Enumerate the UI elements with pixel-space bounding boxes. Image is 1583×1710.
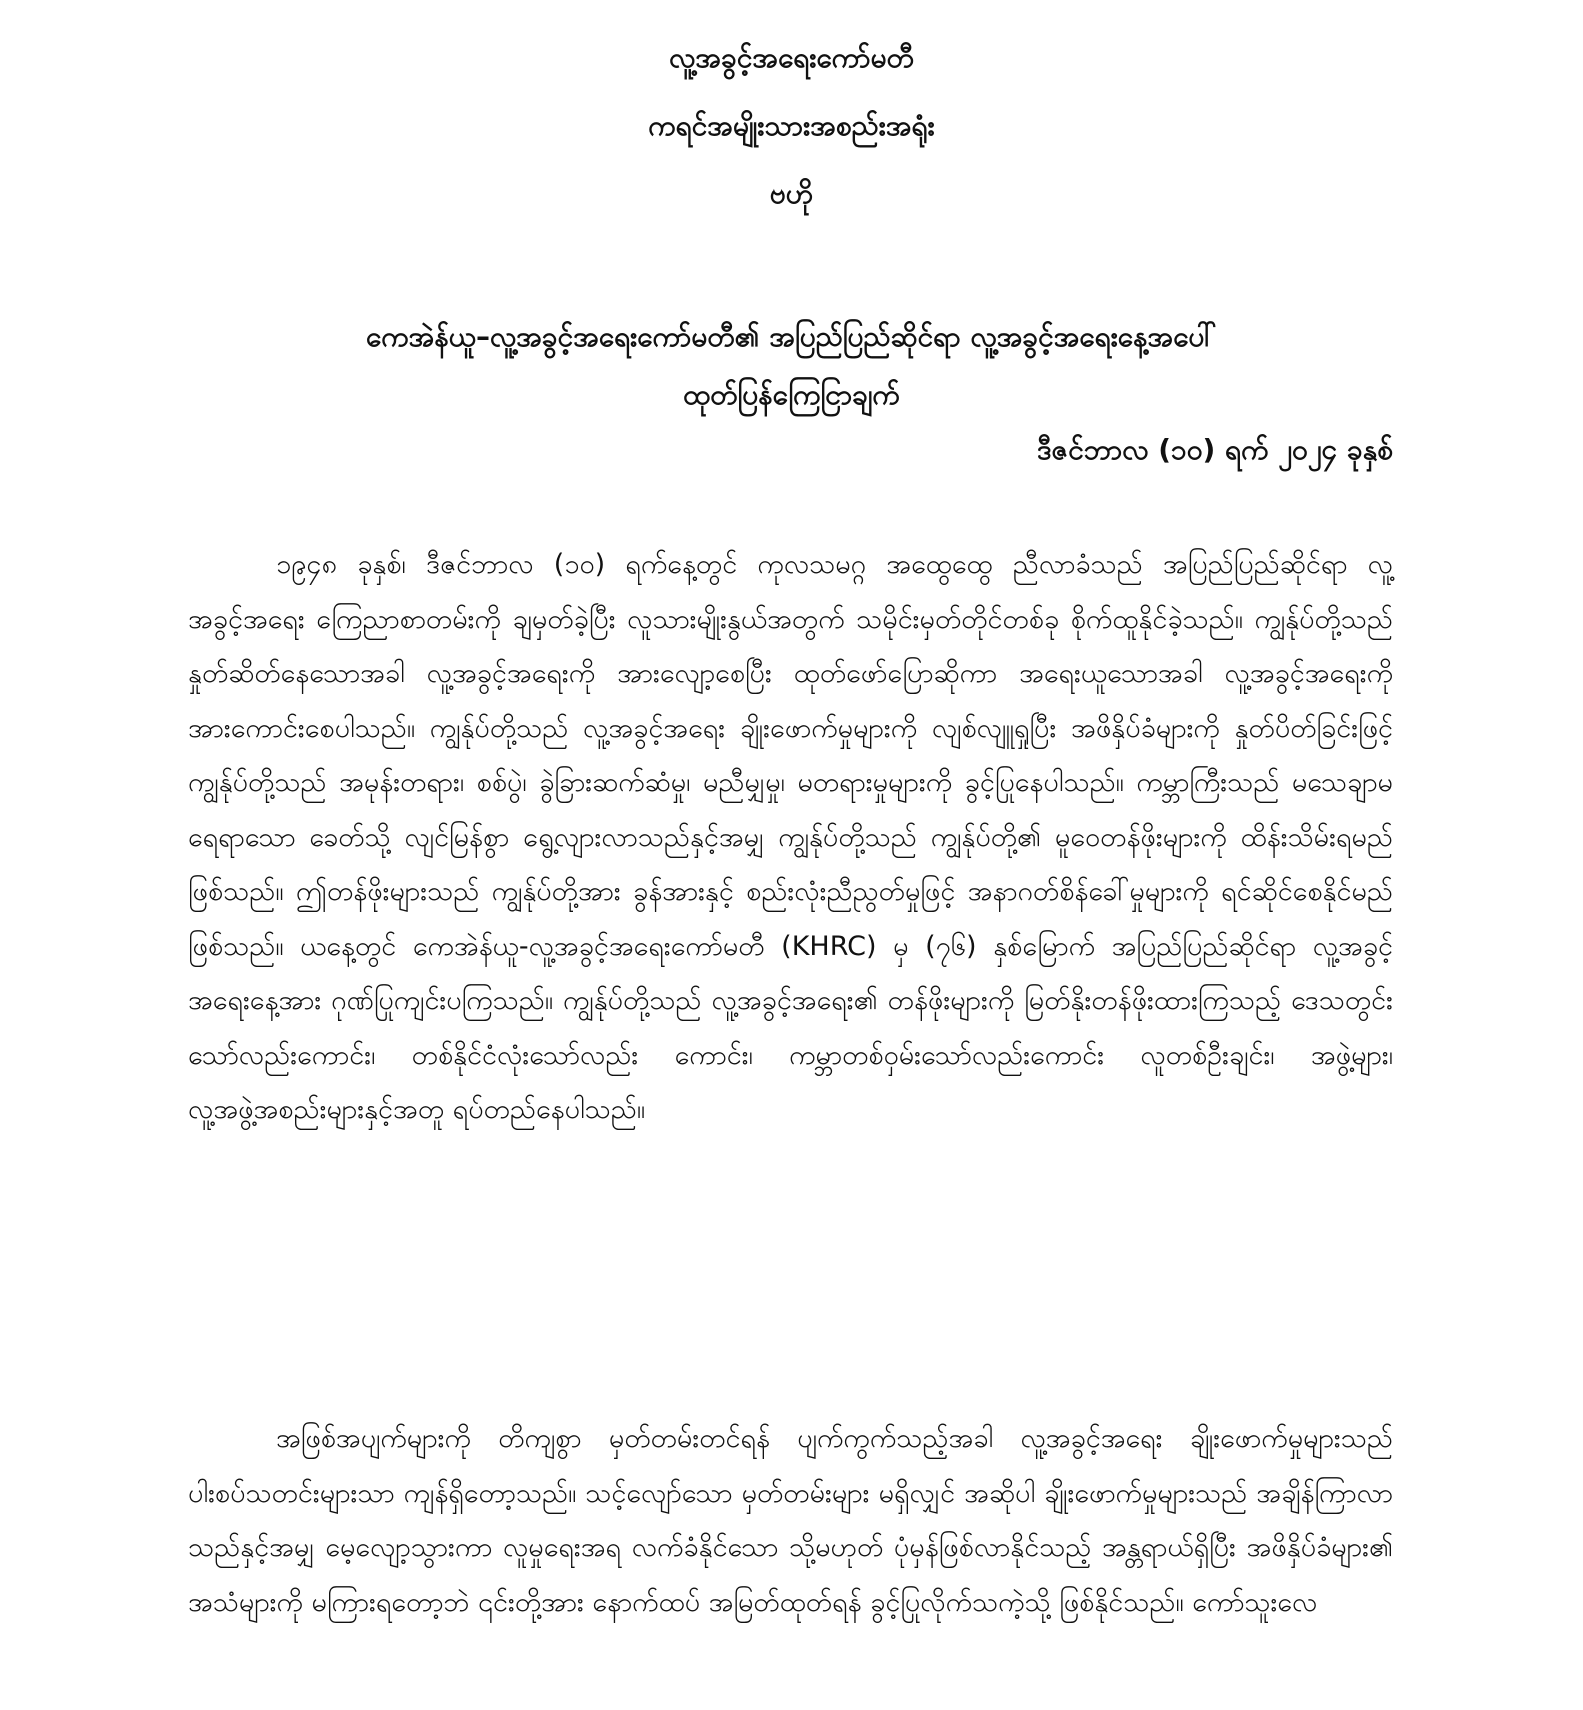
- organization-unit: ကရင်အမျိုးသားအစည်းအရုံး: [648, 109, 935, 142]
- body-paragraph-2: အဖြစ်အပျက်များကို တိကျစွာ မှတ်တမ်းတင်ရန် ပျက်ကွက်သည့်အခါ လူ့အခွင့်အရေး ချိုးဖောက်မှုများသည် ပါးစပ်သတင်းများသာ ကျန်ရှိတော့သည်။ သင့်လျော်သော မှတ်တမ်းများ မရှိလျှင် အဆိုပါ ချိုးဖောက်မှုများသည် အချိန်ကြာလာသည်နှင့်အမျှ မေ့လျော့သွားကာ လူမှုရေးအရ လက်ခံနိုင်သော သို့မဟုတ် ပုံမှန်ဖြစ်လာနိုင်သည့် အန္တရာယ်ရှိပြီး အဖိနှိပ်ခံများ၏ အသံများကို မကြားရတော့ဘဲ ၎င်းတို့အား နောက်ထပ် အမြတ်ထုတ်ရန် ခွင့်ပြုလိုက်သကဲ့သို့ ဖြစ်နိုင်သည်။ ကော်သူးလေ: [188, 1423, 1393, 1618]
- body-paragraph-1: ၁၉၄၈ ခုနှစ်၊ ဒီဇင်ဘာလ (၁၀) ရက်နေ့တွင် ကုလသမဂ္ဂ အထွေထွေ ညီလာခံသည် အပြည်ပြည်ဆိုင်ရာ လူ့အခွင့်အရေး ကြေညာစာတမ်းကို ချမှတ်ခဲ့ပြီး လူသားမျိုးနွယ်အတွက် သမိုင်းမှတ်တိုင်တစ်ခု စိုက်ထူနိုင်ခဲ့သည်။ ကျွန်ုပ်တို့သည် နှုတ်ဆိတ်နေသောအခါ လူ့အခွင့်အရေးကို အားလျော့စေပြီး ထုတ်ဖော်ပြောဆိုကာ အရေးယူသောအခါ လူ့အခွင့်အရေးကို အားကောင်းစေပါသည်။ ကျွန်ုပ်တို့သည် လူ့အခွင့်အရေး ချိုးဖောက်မှုများကို လျစ်လျူရှုပြီး အဖိနှိပ်ခံများကို နှုတ်ပိတ်ခြင်းဖြင့် ကျွန်ုပ်တို့သည် အမုန်းတရား၊ စစ်ပွဲ၊ ခွဲခြားဆက်ဆံမှု၊ မညီမျှမှု၊ မတရားမှုများကို ခွင့်ပြုနေပါသည်။ ကမ္ဘာကြီးသည် မသေချာမရေရာသော ခေတ်သို့ လျင်မြန်စွာ ရွေ့လျားလာသည်နှင့်အမျှ ကျွန်ုပ်တို့သည် ကျွန်ုပ်တို့၏ မူဝေတန်ဖိုးများကို ထိန်းသိမ်းရမည်ဖြစ်သည်။ ဤတန်ဖိုးများသည် ကျွန်ုပ်တို့အား ခွန်အားနှင့် စည်းလုံးညီညွတ်မှုဖြင့် အနာဂတ်စိန်ခေါ်မှုများကို ရင်ဆိုင်စေနိုင်မည်ဖြစ်သည်။ ယနေ့တွင် ကေအဲန်ယူ-လူ့အခွင့်အရေးကော်မတီ (KHRC) မှ (၇၆) နှစ်မြောက် အပြည်ပြည်ဆိုင်ရာ လူ့အခွင့် အရေးနေ့အား ဂုဏ်ပြုကျင်းပကြသည်။ ကျွန်ုပ်တို့သည် လူ့အခွင့်အရေး၏ တန်ဖိုးများကို မြတ်နိုးတန်ဖိုးထားကြသည့် ဒေသတွင်းသော်လည်းကောင်း၊ တစ်နိုင်ငံလုံးသော်လည်း ကောင်း၊ ကမ္ဘာတစ်ဝှမ်းသော်လည်းကောင်း လူတစ်ဦးချင်း၊ အဖွဲ့များ၊ လူ့အဖွဲ့အစည်းများနှင့်အတူ ရပ်တည်နေပါသည်။: [188, 549, 1393, 1125]
- statement-title: [188, 308, 1395, 424]
- statement-title-line-1: ကေအဲန်ယူ–လူ့အခွင့်အရေးကော်မတီ၏ အပြည်ပြည်ဆိုင်ရာ လူ့အခွင့်အရေးနေ့အပေါ်: [365, 320, 1218, 353]
- statement-date: ဒီဇင်ဘာလ (၁၀) ရက် ၂၀၂၄ ခုနှစ်: [1036, 433, 1393, 466]
- organization-title: လူ့အခွင့်အရေးကော်မတီ: [669, 41, 914, 74]
- statement-title-line-2: ထုတ်ပြန်ကြေငြာချက်: [683, 378, 900, 411]
- organization-location: ဗဟို: [769, 177, 814, 210]
